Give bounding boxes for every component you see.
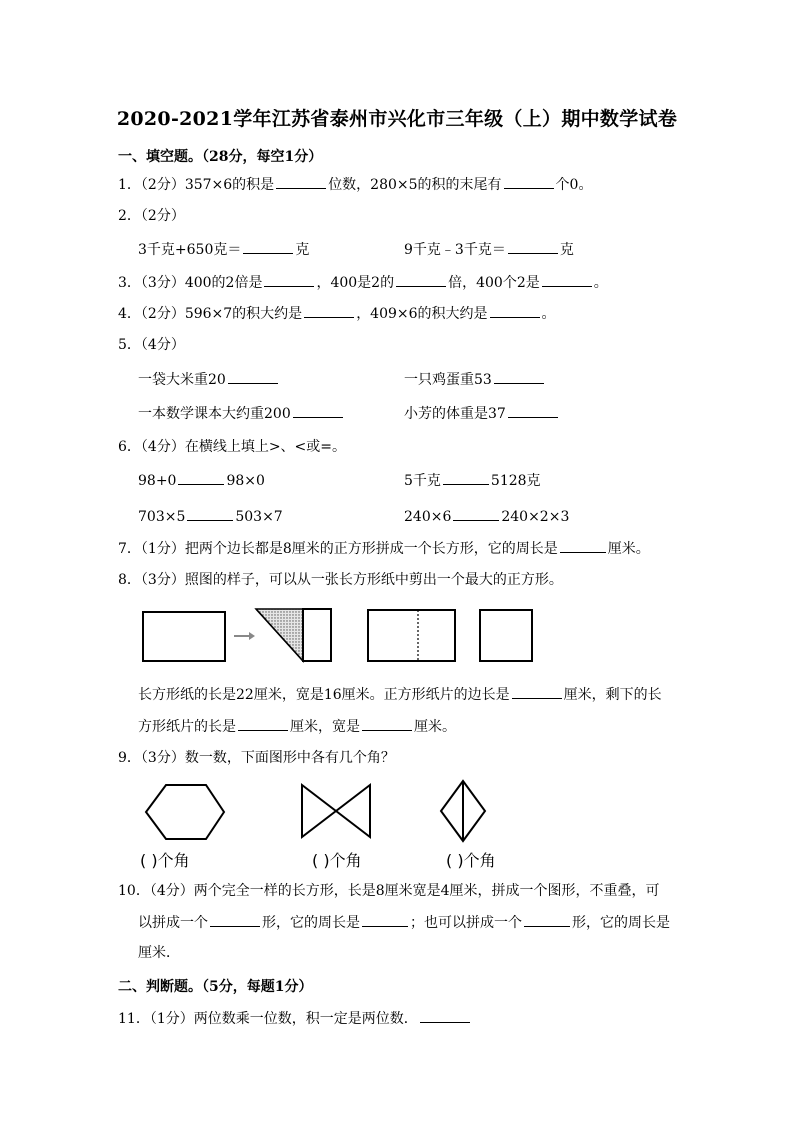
angle-caption-2: ( )个角 [312,851,362,870]
answer-blank[interactable] [508,403,558,418]
hexagon-shape [146,785,224,839]
answer-blank[interactable] [396,272,446,287]
arrow-icon [234,632,255,640]
section-true-false: 二、判断题。（5分，每题1分） [118,979,313,995]
answer-blank[interactable] [542,272,592,287]
answer-blank[interactable] [238,716,288,731]
answer-blank[interactable] [293,403,343,418]
question-11: 11．（1分）两位数乘一位数，积一定是两位数． [118,1008,472,1029]
answer-blank[interactable] [362,912,408,927]
question-6: 6．（4分）在横线上填上>、<或=。 [118,439,347,455]
answer-blank[interactable] [560,538,606,553]
question-6-item-1: 98+0 98×0 [138,470,265,491]
answer-blank[interactable] [178,470,224,485]
rectangle-paper [143,612,225,661]
answer-blank[interactable] [276,174,326,189]
bowtie-shape [302,785,370,837]
question-8: 8．（3分）照图的样子，可以从一张长方形纸中剪出一个最大的正方形。 [118,572,563,588]
answer-blank[interactable] [228,369,278,384]
question-8-text-2: 方形纸片的长是 厘米，宽是 厘米。 [138,716,456,737]
answer-blank[interactable] [443,470,489,485]
question-8-text-1: 长方形纸的长是22厘米，宽是16厘米。正方形纸片的边长是 厘米，剩下的长 [138,684,662,705]
question-5: 5．（4分） [118,337,185,353]
answer-blank[interactable] [362,716,412,731]
question-5-item-2: 一只鸡蛋重53 [404,369,546,390]
question-5-item-3: 一本数学课本大约重200 [138,403,345,424]
folded-paper [256,609,331,661]
question-10-line-3: 厘米． [138,945,180,961]
question-9: 9．（3分）数一数，下面图形中各有几个角？ [118,750,395,766]
page-title: 2020-2021学年江苏省泰州市兴化市三年级（上）期中数学试卷 [116,108,678,130]
answer-blank[interactable] [264,272,314,287]
question-10: 10．（4分）两个完全一样的长方形，长是8厘米宽是4厘米，拼成一个图形，不重叠，可 [118,883,660,899]
question-2: 2．（2分） [118,208,185,224]
question-2-left: 3千克+650克＝ 克 [138,239,309,260]
answer-blank[interactable] [494,369,544,384]
section-fill-in: 一、填空题。（28分，每空1分） [118,149,323,165]
angle-shapes-figure [136,775,516,845]
angle-caption-3: ( )个角 [446,851,496,870]
answer-blank[interactable] [187,506,233,521]
question-5-item-1: 一袋大米重20 [138,369,280,390]
square-result [480,610,532,661]
answer-blank[interactable] [504,174,554,189]
answer-blank[interactable] [508,239,558,254]
question-1: 1．（2分）357×6的积是 位数，280×5的积的末尾有 个0。 [118,174,592,195]
question-7: 7．（1分）把两个边长都是8厘米的正方形拼成一个长方形，它的周长是 厘米。 [118,538,650,559]
question-6-item-3: 703×5 503×7 [138,506,283,527]
question-6-item-4: 240×6 240×2×3 [404,506,569,527]
answer-blank[interactable] [304,303,354,318]
answer-blank[interactable] [524,912,570,927]
answer-blank[interactable] [453,506,499,521]
question-4: 4．（2分）596×7的积大约是 ，409×6的积大约是 。 [118,303,556,324]
question-3: 3．（3分）400的2倍是 ，400是2的 倍，400个2是 。 [118,272,608,293]
marked-rectangle [368,610,455,661]
question-10-line-2: 以拼成一个 形，它的周长是 ；也可以拼成一个 形，它的周长是 [138,912,670,933]
angle-caption-1: ( )个角 [140,851,190,870]
answer-blank[interactable] [243,239,293,254]
answer-blank[interactable] [512,684,562,699]
answer-blank[interactable] [210,912,260,927]
question-2-right: 9千克﹣3千克＝ 克 [404,239,574,260]
question-6-item-2: 5千克 5128克 [404,470,541,491]
question-5-item-4: 小芳的体重是37 [404,403,560,424]
diamond-shape [441,781,485,841]
answer-blank[interactable] [420,1008,470,1023]
cut-square-figure [136,602,546,666]
answer-blank[interactable] [490,303,540,318]
